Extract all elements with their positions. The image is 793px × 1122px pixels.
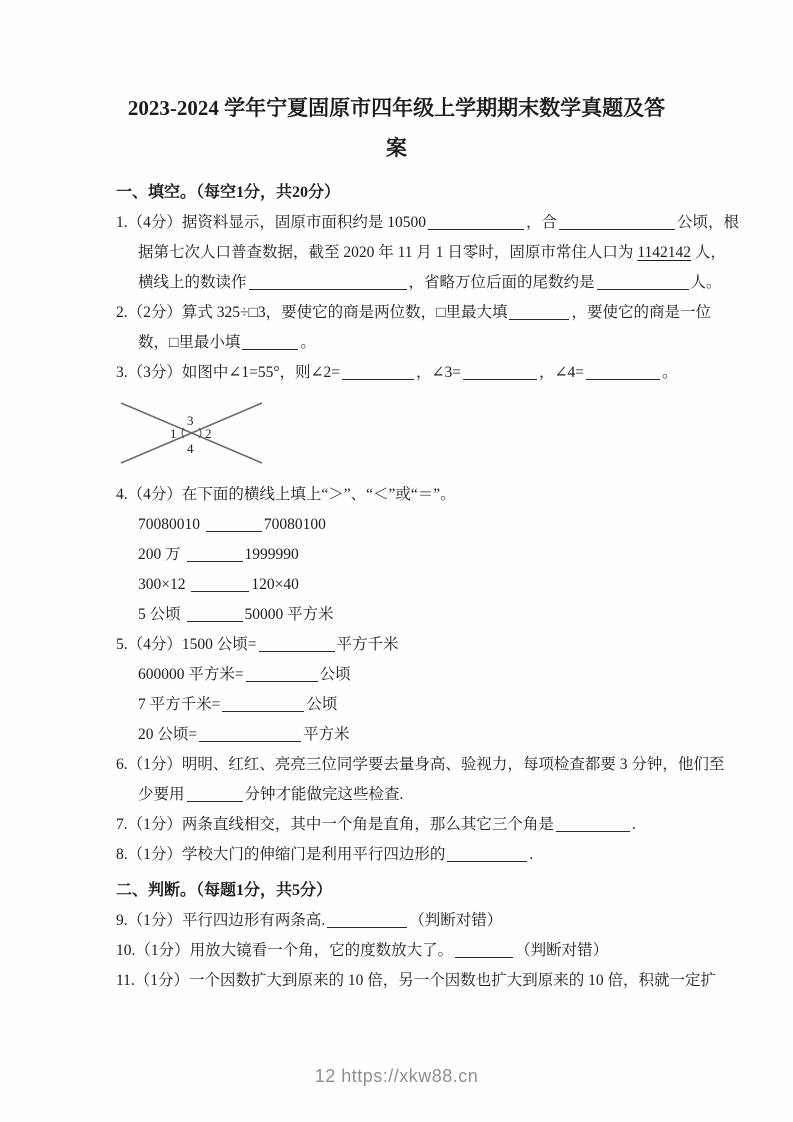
- answer-blank: [206, 515, 262, 532]
- text-run: 7.（1分）两条直线相交，其中一个角是直角，那么其它三个角是: [116, 816, 554, 833]
- content-after-figure: [116, 480, 725, 996]
- question-5-item-3: [116, 690, 677, 720]
- page-footer: [0, 1066, 793, 1087]
- text-run: ，∠4=: [539, 364, 585, 381]
- text-run: 。: [662, 364, 678, 381]
- text-run: ，∠3=: [416, 364, 462, 381]
- footer-text: 12 https://xkw88.cn: [314, 1066, 479, 1086]
- text-run: 二、判断。（每题1分，共5分）: [116, 882, 333, 899]
- text-run: 7 平方千米=: [138, 696, 221, 713]
- content-before-figure: [116, 178, 740, 388]
- question-6-line-2: [116, 780, 677, 810]
- text-run: 数，□里最小填: [138, 334, 241, 351]
- page-title: [0, 88, 793, 168]
- text-run: 5.（4分）1500 公顷=: [116, 636, 257, 653]
- text-run: （判断对错）: [515, 942, 609, 959]
- text-run: 。: [300, 334, 316, 351]
- text-run: 120×40: [251, 576, 299, 593]
- text-run: 10.（1分）用放大镜看一个角，它的度数放大了。: [116, 942, 454, 959]
- text-run: 70080010: [138, 516, 204, 533]
- page-title-line-1: 2023-2024 学年宁夏固原市四年级上学期期末数学真题及答: [127, 96, 666, 120]
- angle-1-label: 1: [170, 426, 177, 441]
- text-run: 2.（2分）算式 325÷□3，要使它的商是两位数，□里最大填: [116, 304, 508, 321]
- text-run: 1999990: [244, 546, 299, 563]
- answer-blank: [187, 785, 243, 802]
- question-5-item-2: [116, 660, 677, 690]
- text-run: 人，: [691, 244, 726, 261]
- question-8-line-1: [116, 840, 677, 870]
- answer-blank: [455, 941, 513, 958]
- underlined-number: 1142142: [637, 244, 691, 261]
- answer-blank: [222, 695, 304, 712]
- section-heading-fill-blanks: [116, 178, 677, 208]
- text-run: （判断对错）: [409, 912, 503, 929]
- answer-blank: [597, 273, 689, 290]
- text-run: 70080100: [263, 516, 326, 533]
- text-run: 3.（3分）如图中∠1=55°，则∠2=: [116, 364, 341, 381]
- question-3-line-1: [116, 358, 677, 388]
- text-run: 公顷，根: [677, 214, 740, 231]
- angle-3-label: 3: [187, 413, 194, 428]
- text-run: 200 万: [138, 546, 185, 563]
- document-content: [0, 178, 793, 996]
- text-run: 据第七次人口普查数据，截至 2020 年 11 月 1 日零时，固原市常住人口为: [138, 244, 638, 261]
- question-4-line-1: [116, 480, 677, 510]
- text-run: ，合: [526, 214, 558, 231]
- text-run: ，省略万位后面的尾数约是: [408, 274, 595, 291]
- text-run: 平方米: [303, 726, 350, 743]
- question-5-item-4: [116, 720, 677, 750]
- text-run: 分钟才能做完这些检查.: [244, 786, 404, 803]
- question-2-line-2: [116, 328, 677, 358]
- text-run: 1.（4分）据资料显示，固原市面积约是 10500: [116, 214, 427, 231]
- question-7-line-1: [116, 810, 677, 840]
- text-run: 20 公顷=: [138, 726, 198, 743]
- section-heading-judgment: [116, 876, 677, 906]
- text-run: 平方千米: [336, 636, 399, 653]
- question-6-line-1: [116, 750, 725, 780]
- question-1-line-1: [116, 208, 740, 238]
- text-run: 4.（4分）在下面的横线上填上“＞”、“＜”或“＝”。: [116, 486, 456, 503]
- text-run: 一、填空。（每空1分，共20分）: [116, 184, 341, 201]
- answer-blank: [463, 363, 537, 380]
- answer-blank: [428, 213, 524, 230]
- question-10-line-1: [116, 936, 677, 966]
- answer-blank: [259, 635, 335, 652]
- text-run: 6.（1分）明明、红红、亮亮三位同学要去量身高、验视力，每项检查都要 3 分钟，他们至: [116, 756, 725, 773]
- text-run: 9.（1分）平行四边形有两条高.: [116, 912, 326, 929]
- answer-blank: [327, 911, 407, 928]
- answer-blank: [242, 333, 298, 350]
- text-run: 公顷: [306, 696, 338, 713]
- text-run: .: [529, 846, 534, 863]
- angle-2-label: 2: [205, 426, 212, 441]
- answer-blank: [556, 815, 630, 832]
- text-run: .: [631, 816, 636, 833]
- answer-blank: [191, 575, 249, 592]
- text-run: 600000 平方米=: [138, 666, 244, 683]
- answer-blank: [187, 545, 243, 562]
- answer-blank: [249, 273, 407, 290]
- text-run: 5 公顷: [138, 606, 185, 623]
- question-5-line-1: [116, 630, 677, 660]
- text-run: 少要用: [138, 786, 185, 803]
- text-run: 50000 平方米: [244, 606, 334, 623]
- answer-blank: [559, 213, 675, 230]
- question-11-line-1: [116, 966, 717, 996]
- question-2-line-1: [116, 298, 711, 328]
- answer-blank: [187, 605, 243, 622]
- question-3-figure: [116, 394, 677, 472]
- text-run: ，要使它的商是一位: [571, 304, 711, 321]
- answer-blank: [199, 725, 301, 742]
- answer-blank: [246, 665, 318, 682]
- text-run: 300×12: [138, 576, 190, 593]
- angle-4-label: 4: [187, 441, 194, 456]
- text-run: 8.（1分）学校大门的伸缩门是利用平行四边形的: [116, 846, 446, 863]
- answer-blank: [342, 363, 414, 380]
- question-4-item-1: [116, 510, 677, 540]
- intersecting-lines-figure: [116, 394, 266, 472]
- answer-blank: [586, 363, 660, 380]
- text-run: 11.（1分）一个因数扩大到原来的 10 倍，另一个因数也扩大到原来的 10 倍，积就一定扩: [116, 972, 717, 989]
- page-title-line-2: 案: [386, 136, 407, 160]
- answer-blank: [447, 845, 527, 862]
- text-run: 公顷: [319, 666, 351, 683]
- question-1-line-3: [116, 268, 722, 298]
- answer-blank: [509, 303, 569, 320]
- question-4-item-2: [116, 540, 677, 570]
- question-4-item-4: [116, 600, 677, 630]
- text-run: 人。: [690, 274, 722, 291]
- question-4-item-3: [116, 570, 677, 600]
- text-run: 横线上的数读作: [138, 274, 247, 291]
- question-9-line-1: [116, 906, 677, 936]
- question-1-line-2: [116, 238, 726, 268]
